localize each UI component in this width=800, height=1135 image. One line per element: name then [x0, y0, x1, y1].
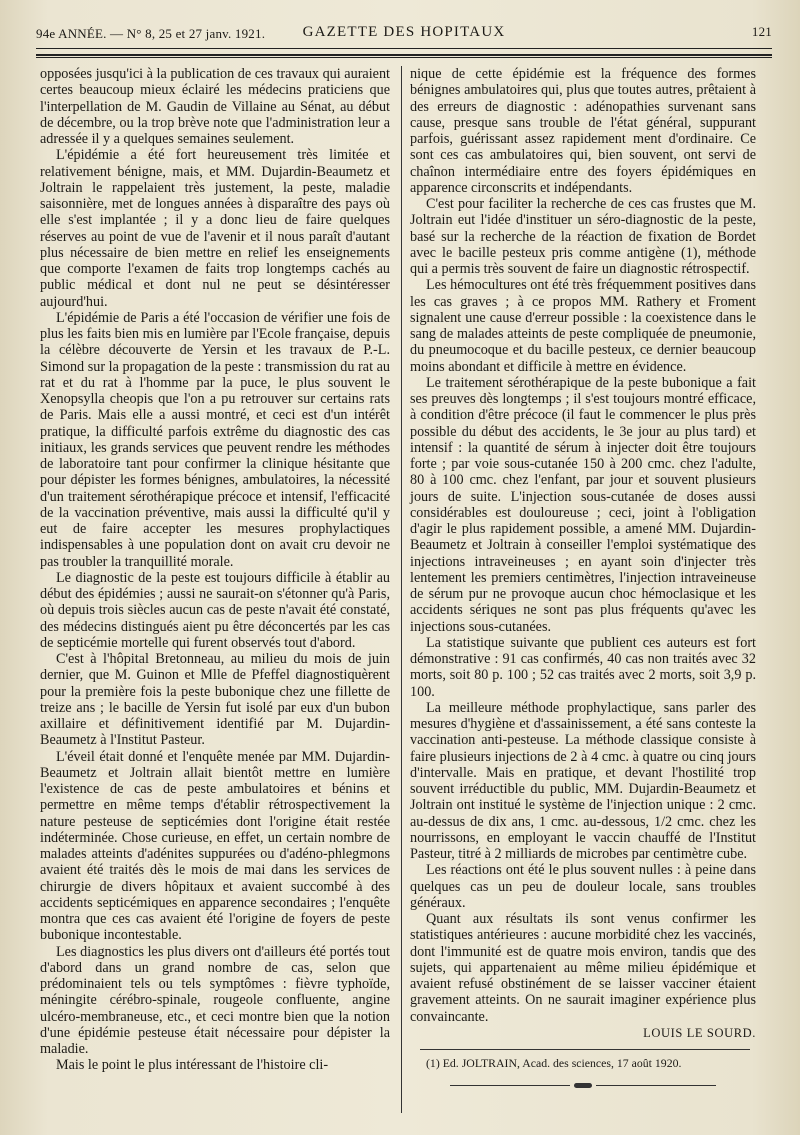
- page-header: [36, 22, 772, 44]
- right-column: [410, 66, 756, 1092]
- paragraph: opposées jusqu'ici à la publication de ces travaux qui auraient certes beaucoup mieux éclairé les médecins praticiens que l'interpellation de M. Gaudin de Villaine au Sénat, au début de décembre, ou la trop brève note que l'administration leur a adressée il y a quelques semaines seulement.: [40, 66, 390, 147]
- paragraph: Les diagnostics les plus divers ont d'ailleurs été portés tout d'abord dans un grand nombre de cas, selon que prédominaient tels ou tels symptômes : fièvre typhoïde, méningite cérébro-spinale, rougeole confluente, angine ulcéro-membraneuse, etc., et ceci montre bien que la notion d'une épidémie pesteuse était nécessaire pour dépister la maladie.: [40, 943, 390, 1057]
- footnote: (1) Ed. JOLTRAIN, Acad. des sciences, 17 août 1920.: [426, 1056, 682, 1070]
- issue-info: 94e ANNÉE. — N° 8, 25 et 27 janv. 1921.: [36, 26, 266, 41]
- paragraph: L'épidémie de Paris a été l'occasion de vérifier une fois de plus les faits bien mis en lumière par l'Ecole française, depuis la célèbre découverte de Yersin et les travaux de P.-L. Simond sur la propagation de la peste : transmission du rat au rat et du rat à l'homme par la puce, le plus souvent le Xenopsylla cheopis que l'on a pu retrouver sur certains rats de Paris. Mais elle a aussi montré, et ceci est d'un intérêt pratique, la difficulté parfois extrême du diagnostic des cas initiaux, les grands services que peuvent rendre les méthodes de laboratoire tant pour confirmer la clinique hésitante que pour dépister les formes bénignes, ambulatoires, la nécessité d'un traitement sérothérapique précoce et intensif, l'efficacité de la vaccination préventive, mais aussi la difficulté qu'il y eut de faire accepter les mesures prophylactiques indispensables à une population dont on avait cru devoir ne pas troubler la tranquillité morale.: [40, 309, 390, 570]
- paragraph: Les hémocultures ont été très fréquemment positives dans les cas graves ; à ce propos MM. Rathery et Froment signalent une cause d'erreur possible : la coexistence dans le sang de malades atteints de peste compliquée de pneumonie, du pneumocoque et du bacille pesteux, ce dernier beaucoup moins abondant et difficile à mettre en évidence.: [410, 277, 756, 375]
- paragraph: Le traitement sérothérapique de la peste bubonique a fait ses preuves dès longtemps ; il s'est toujours montré efficace, à condition d'être précoce (il faut le commencer le plus près possible du début des accidents, le 3e jour au plus tard) et intensif : la quantité de sérum à injecter doit être toujours forte ; par voie sous-cutanée 150 à 200 cmc. chez l'adulte, 80 à 100 cmc. chez l'enfant, par jour et souvent plusieurs jours de suite. L'injection sous-cutanée de doses aussi considérables est douloureuse ; ceci, joint à l'obligation d'agir le plus rapidement possible, a amené MM. Dujardin-Beaumetz et Joltrain à conseiller l'emploi systématique des injections intraveineuses ; en ayant soin d'injecter très lentement les premiers centimètres, l'injection intraveineuse de sérum pur ne provoque aucun choc hémoclasique et les accidents sériques ne sont pas plus fréquents qu'avec les injections sous-cutanées.: [410, 374, 756, 635]
- paragraph: Les réactions ont été le plus souvent nulles : à peine dans quelques cas un peu de douleur locale, sans troubles généraux.: [410, 862, 756, 911]
- header-rule-thick: [36, 54, 772, 56]
- paragraph: L'éveil était donné et l'enquête menée par MM. Dujardin-Beaumetz et Joltrain allait bientôt mettre en lumière l'existence de cas de peste ambulatoires et bénins et permettre en même temps d'établir rétrospectivement la nature pesteuse de septicémies dont l'origine était restée indéterminée. Chose curieuse, en effet, un certain nombre de malades atteints d'adénites suppurées ou d'adéno-phlegmons avaient été traités dès le mois de mai dans les services de chirurgie de divers hôpitaux et avaient succombé à des accidents septicémiques en apparence secondaires ; l'enquête montra que ces cas avaient été l'origine de foyers de peste bubonique incontestable.: [40, 748, 390, 944]
- journal-title: GAZETTE DES HOPITAUX: [302, 24, 506, 40]
- footnote-rule: [420, 1049, 750, 1050]
- signature-row: [410, 1025, 756, 1041]
- paragraph: Mais le point le plus intéressant de l'histoire cli-: [56, 1057, 329, 1074]
- paragraph: C'est pour faciliter la recherche de ces cas frustes que M. Joltrain eut l'idée d'instituer un séro-diagnostic de la peste, basé sur la recherche de la réaction de fixation de Bordet avec le bacille pesteux pris comme antigène (1), méthode qui a permis très souvent de faire un diagnostic rétrospectif.: [410, 196, 756, 277]
- paragraph: L'épidémie a été fort heureusement très limitée et relativement bénigne, mais, et MM. Dujardin-Beaumetz et Joltrain le rappelaient très justement, la peste, maladie saisonnière, met de longues années à disparaître des pays où elle s'est implantée ; il y a donc lieu de faire quelques réserves au point de vue de l'avenir et il nous paraît d'autant plus nécessaire de bien mettre en relief les enseignements que comporte l'examen de faits trop longtemps cachés au public médical et dont nul ne peut se désintéresser aujourd'hui.: [40, 147, 390, 310]
- left-column: [40, 66, 390, 1074]
- paragraph: Quant aux résultats ils sont venus confirmer les statistiques antérieures : aucune morbidité chez les vaccinés, dont l'immunité est de quatre mois environ, tandis que des sujets, qui appartenaient au même milieu épidémique et avaient refusé obstinément de se laisser vacciner étaient gravement atteints. On ne saurait imaginer expérience plus convaincante.: [410, 911, 756, 1025]
- header-rule-thin: [36, 57, 772, 58]
- column-divider: [401, 66, 402, 1113]
- paragraph: nique de cette épidémie est la fréquence des formes bénignes ambulatoires qui, plus que toutes autres, prêtaient à des erreurs de diagnostic : adénopathies survenant sans cause, presque sans trouble de l'état général, suppurant parfois, guérissant assez rapidement ment d'ordinaire. Ce sont ces cas ambulatoires qui, bien souvent, ont servi de chaînon intermédiaire entre des foyers épidémiques en apparence circonscrits et indépendants.: [410, 66, 756, 196]
- header-rule: [36, 48, 772, 49]
- paragraph: Le diagnostic de la peste est toujours difficile à établir au début des épidémies ; aussi ne saurait-on s'étonner qu'à Paris, où depuis trois siècles aucun cas de peste n'avait été constaté, des médecins distingués aient pu être déconcertés par les cas de septicémie mortelle qui furent observés tout d'abord.: [40, 569, 390, 651]
- end-ornament: [410, 1076, 756, 1092]
- paragraph: La meilleure méthode prophylactique, sans parler des mesures d'hygiène et d'assainissement, a été sans conteste la vaccination anti-pesteuse. La méthode classique consiste à faire plusieurs injections de 2 à 4 cmc. à quatre ou cinq jours d'intervalle. Mais en pratique, et devant l'hostilité trop souvent irréductible du public, MM. Dujardin-Beaumetz et Joltrain ont institué le système de l'injection unique : 2 cmc. au-dessus de dix ans, 1 cmc. au-dessous, 1/2 cmc. chez les nourrissons, en employant le vaccin chauffé de l'Institut Pasteur, titré à 2 milliards de microbes par centimètre cube.: [410, 699, 756, 862]
- paragraph: C'est à l'hôpital Bretonneau, au milieu du mois de juin dernier, que M. Guinon et Mlle de Pfeffel diagnostiquèrent pour la première fois la peste bubonique chez une fillette de treize ans ; le bacille de Yersin fut isolé par eux d'un bubon axillaire et définitivement identifié par M. Dujardin-Beaumetz à l'Institut Pasteur.: [40, 651, 390, 749]
- author-signature: LOUIS LE SOURD.: [643, 1025, 756, 1040]
- page-number: 121: [751, 24, 772, 39]
- paragraph: La statistique suivante que publient ces auteurs est fort démonstrative : 91 cas confirmés, 40 cas non traités avec 32 morts, soit 80 p. 100 ; 52 cas traités avec 2 morts, soit 3,9 p. 100.: [410, 634, 756, 700]
